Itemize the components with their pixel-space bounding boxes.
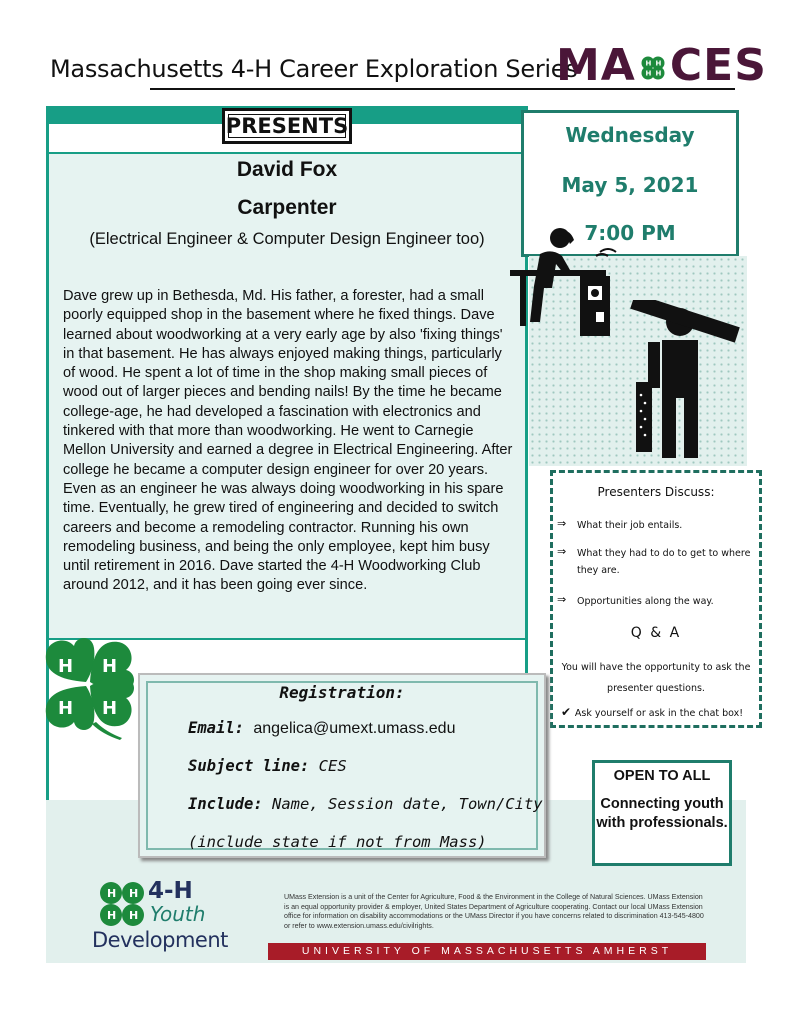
discuss-item-text: Opportunities along the way. <box>577 596 714 607</box>
discuss-box <box>550 470 762 728</box>
event-day: Wednesday <box>565 123 695 147</box>
arrow-right-icon: ⇒ <box>557 545 567 558</box>
discuss-title: Presenters Discuss: <box>597 485 715 499</box>
presenter-role: Carpenter <box>237 196 337 219</box>
event-date: May 5, 2021 <box>561 173 699 197</box>
svg-text:H: H <box>58 698 74 719</box>
presenter-role-note: (Electrical Engineer & Computer Design Engineer too) <box>89 230 485 248</box>
chat-note <box>561 705 757 719</box>
svg-text:H: H <box>107 887 117 900</box>
maces-logo-left: MA <box>556 40 636 91</box>
clover-icon <box>638 43 668 94</box>
registration-subject: CES <box>318 757 347 775</box>
svg-text:H: H <box>645 69 653 77</box>
qa-note: You will have the opportunity to ask the presenter questions. <box>561 662 751 694</box>
four-h-clover-icon <box>36 632 140 740</box>
event-time: 7:00 PM <box>584 221 676 245</box>
registration-email[interactable]: angelica@umext.umass.edu <box>253 720 456 737</box>
youth-logo-development: Development <box>92 928 228 952</box>
discuss-item <box>557 593 757 610</box>
svg-text:H: H <box>655 69 663 77</box>
presenter-name: David Fox <box>236 158 338 181</box>
registration-include-note: (include state if not from Mass) <box>188 833 487 851</box>
registration-title: Registration: <box>279 683 405 702</box>
open-to-all-body: Connecting youth with professionals. <box>596 796 728 831</box>
woodworker-pictogram-icon <box>500 226 630 346</box>
presents-inner-border <box>225 114 349 138</box>
arrow-right-icon: ⇒ <box>557 517 567 530</box>
youth-logo-4h: 4-H <box>148 878 193 904</box>
maces-logo <box>556 40 767 94</box>
email-label: Email: <box>188 719 244 737</box>
maces-logo-right: CES <box>669 40 767 91</box>
youth-logo-youth: Youth <box>150 902 206 926</box>
registration-email-line <box>188 719 455 738</box>
subject-label: Subject line: <box>188 757 310 775</box>
svg-text:H: H <box>129 909 139 922</box>
open-to-all-box <box>592 760 732 866</box>
presenter-bio: Dave grew up in Bethesda, Md. His father, a forester, had a small poorly equipped shop in the basement where he fixed things. Dave learned about woodworking at a very early age by also 'fixing things' in that basement. He has always enjoyed making things, particularly of wood. He spent a lot of time in the shop making small pieces of wood out of larger pieces and bending nails! By the time he became college-age, he had developed a fascination with electronics and tinkered with that more than woodworking. He went to Carnegie Mellon University and earned a degree in Electrical Engineering. After college he became a computer design engineer for over 20 years. Even as an engineer he was always doing woodworking in his spare time. Eventually, he grew tired of engineering and decided to switch careers and become a remodeling contractor. Running his own remodeling business, and being the only employee, kept him busy until retirement in 2016. Dave started the 4-H Woodworking Club around 2012, and it has been going ever since. <box>63 288 513 594</box>
discuss-item-text: What their job entails. <box>577 520 683 531</box>
arrow-right-icon: ⇒ <box>557 593 567 606</box>
discuss-item <box>557 517 757 534</box>
series-title: Massachusetts 4-H Career Exploration Series <box>50 55 578 83</box>
youth-clover-icon <box>96 878 148 930</box>
presents-text: PRESENTS <box>225 114 349 138</box>
umass-footer-bar: UNIVERSITY OF MASSACHUSETTS AMHERST <box>268 943 706 960</box>
carpenter-pictogram-icon <box>630 300 745 460</box>
open-to-all-title: OPEN TO ALL <box>613 768 711 784</box>
svg-text:H: H <box>129 887 139 900</box>
qa-heading: Q & A <box>630 625 682 641</box>
registration-box <box>138 673 546 858</box>
discuss-item-text: What they had to do to get to where they are. <box>577 548 751 576</box>
presents-label <box>222 108 352 144</box>
registration-include: Name, Session date, Town/City <box>272 795 543 813</box>
svg-text:H: H <box>107 909 117 922</box>
svg-text:H: H <box>102 656 118 677</box>
svg-text:H: H <box>655 59 663 67</box>
discuss-item <box>557 545 757 579</box>
chat-note-text: Ask yourself or ask in the chat box! <box>574 708 744 719</box>
svg-text:H: H <box>58 656 74 677</box>
disclaimer-text: UMass Extension is a unit of the Center for Agriculture, Food & the Environment in the College of Natural Sciences. UMass Extension is an equal opportunity provider & employer, United States Department of Agriculture cooperating. Contact our local UMass Extension office for information on disability accommodations or the UMass Director if you have concerns related to discrimination 413-545-4800 or refer to www.extension.umass.edu/civilrights. <box>284 893 704 930</box>
registration-include-line <box>188 795 543 813</box>
registration-subject-line <box>188 757 347 775</box>
svg-text:H: H <box>645 59 653 67</box>
checkmark-icon: ✔ <box>561 705 575 719</box>
svg-text:H: H <box>102 698 118 719</box>
include-label: Include: <box>188 795 263 813</box>
